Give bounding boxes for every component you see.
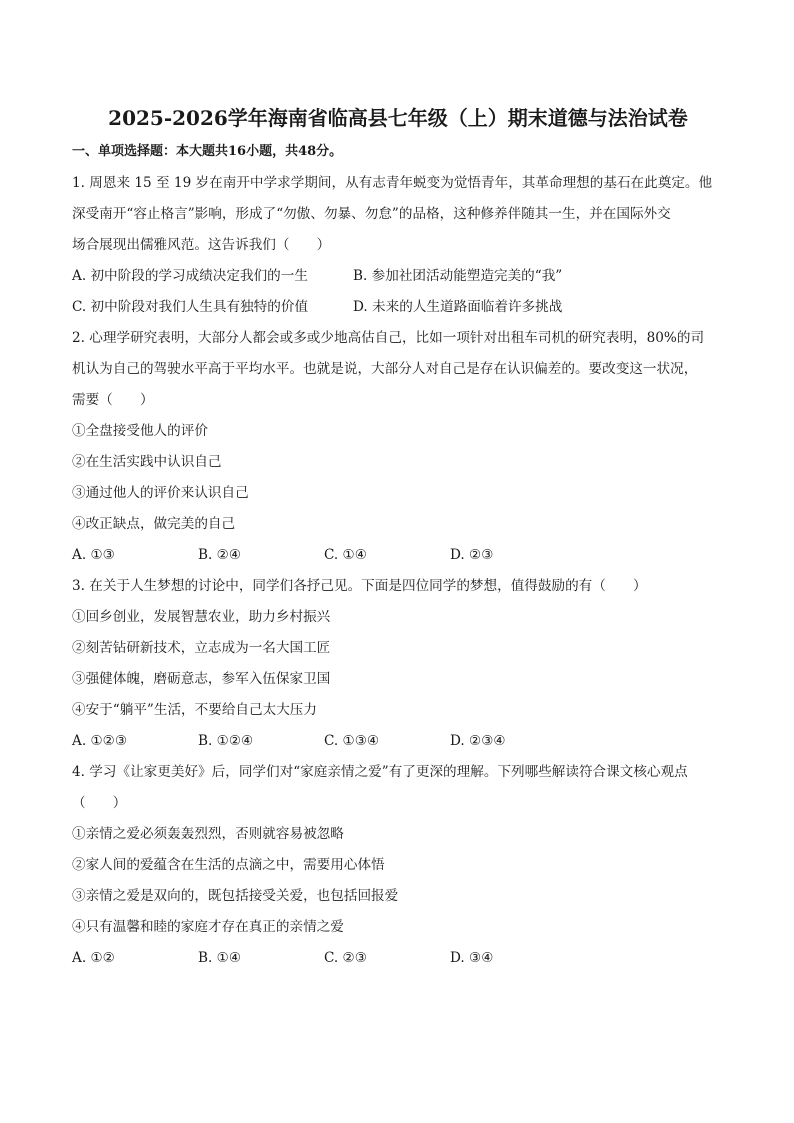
choice-item: ①亲情之爱必须轰轰烈烈，否则就容易被忽略 [72,826,344,842]
choice-item: ③强健体魄，磨砺意志，参军入伍保家卫国 [72,671,331,687]
answer-options [72,292,724,323]
option-b[interactable]: B. ②④ [198,547,242,563]
choice-item: ②家人间的爱蕴含在生活的点滴之中，需要用心体悟 [72,857,385,873]
choice-item: ③亲情之爱是双向的，既包括接受关爱，也包括回报爱 [72,888,399,904]
question-stem-line: 场合展现出儒雅风范。这告诉我们（ ） [72,237,331,253]
question-stem-line: 1. 周恩来 15 至 19 岁在南开中学求学期间，从有志青年蜕变为觉悟青年，其革命理想的基石在此奠定。他 [72,175,713,191]
option-b[interactable]: B. ①④ [198,950,242,966]
option-c[interactable]: C. ②③ [324,950,367,966]
option-b[interactable]: B. 参加社团活动能塑造完美的“我” [353,268,563,284]
section-heading: 一、单项选择题：本大题共16小题，共48分。 [72,144,343,159]
exam-title: 2025-2026学年海南省临高县七年级（上）期末道德与法治试卷 [108,106,688,130]
option-c[interactable]: C. 初中阶段对我们人生具有独特的价值 [72,299,309,315]
question-stem-line: 机认为自己的驾驶水平高于平均水平。也就是说，大部分人对自己是存在认识偏差的。要改变这一状况， [72,361,698,377]
choice-item: ②在生活实践中认识自己 [72,454,222,470]
choice-item: ③通过他人的评价来认识自己 [72,485,249,501]
option-c[interactable]: C. ①④ [324,547,367,563]
option-d[interactable]: D. ③④ [450,950,494,966]
answer-options [72,540,724,571]
answer-options [72,726,724,757]
question-stem-line: 需要（ ） [72,392,154,408]
answer-options [72,261,724,292]
choice-item: ②刻苦钻研新技术，立志成为一名大国工匠 [72,640,331,656]
option-a[interactable]: A. 初中阶段的学习成绩决定我们的一生 [72,268,308,284]
option-c[interactable]: C. ①③④ [324,733,380,749]
choice-item: ①回乡创业，发展智慧农业，助力乡村振兴 [72,609,331,625]
answer-options [72,943,724,974]
question-list [72,168,724,974]
question-stem-line: 4. 学习《让家更美好》后，同学们对“家庭亲情之爱”有了更深的理解。下列哪些解读符合课文核心观点 [72,764,688,780]
option-d[interactable]: D. 未来的人生道路面临着许多挑战 [353,299,563,315]
option-a[interactable]: A. ①②③ [72,733,128,749]
question-3 [72,571,724,757]
choice-item: ④只有温馨和睦的家庭才存在真正的亲情之爱 [72,919,344,935]
option-b[interactable]: B. ①②④ [198,733,254,749]
option-a[interactable]: A. ①② [72,950,115,966]
option-d[interactable]: D. ②③ [450,547,494,563]
question-stem-line: 3. 在关于人生梦想的讨论中，同学们各抒己见。下面是四位同学的梦想，值得鼓励的有（ ） [72,578,647,594]
question-stem-line: 深受南开“容止格言”影响，形成了“勿傲、勿暴、勿怠”的品格，这种修养伴随其一生，并在国际外交 [72,206,671,222]
choice-item: ①全盘接受他人的评价 [72,423,208,439]
choice-item: ④安于“躺平”生活，不要给自己太大压力 [72,702,317,718]
option-a[interactable]: A. ①③ [72,547,115,563]
question-4 [72,757,724,974]
question-stem-line: 2. 心理学研究表明，大部分人都会或多或少地高估自己，比如一项针对出租车司机的研究表明，80%的司 [72,330,705,346]
choice-item: ④改正缺点，做完美的自己 [72,516,236,532]
option-d[interactable]: D. ②③④ [450,733,506,749]
question-1 [72,168,724,323]
question-2 [72,323,724,571]
question-stem-line: （ ） [72,795,127,811]
